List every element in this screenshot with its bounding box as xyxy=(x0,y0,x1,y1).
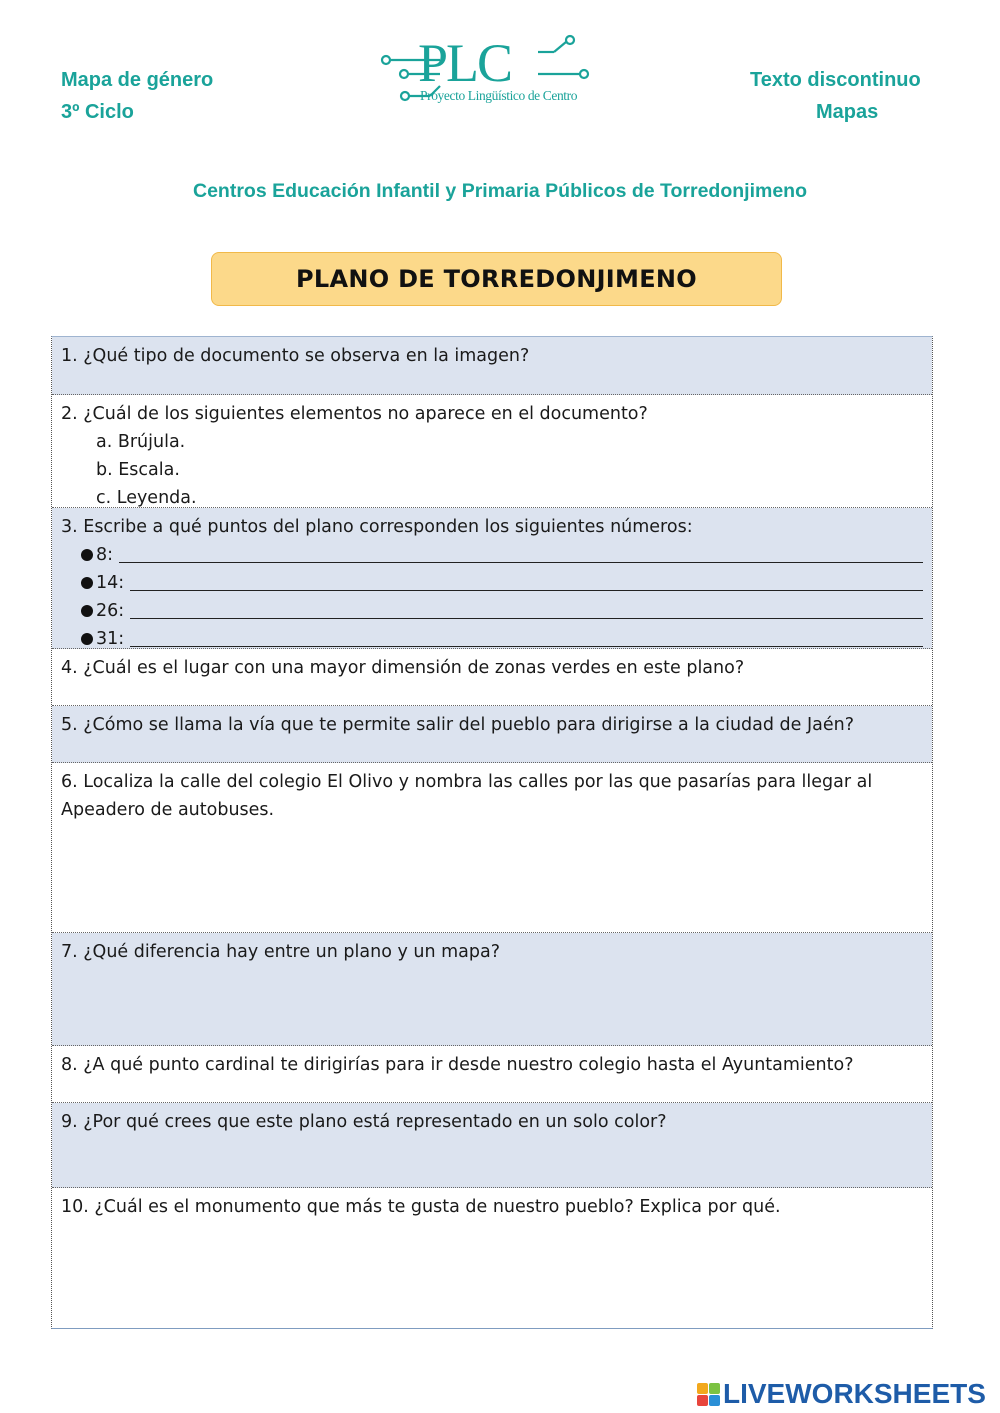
liveworksheets-logo[interactable] xyxy=(697,1379,986,1409)
question-row-3[interactable] xyxy=(52,508,932,649)
schools-subtitle: Centros Educación Infantil y Primaria Públicos de Torredonjimeno xyxy=(192,180,807,202)
question-row-9[interactable] xyxy=(52,1103,932,1188)
item-label: 14: xyxy=(96,573,125,593)
answer-blank[interactable] xyxy=(119,562,923,563)
bullet-icon xyxy=(81,577,93,589)
question-row-5[interactable] xyxy=(52,706,932,763)
answer-line-8[interactable] xyxy=(61,541,923,569)
question-row-7[interactable] xyxy=(52,933,932,1046)
question-text: 7. ¿Qué diferencia hay entre un plano y un mapa? xyxy=(61,942,501,962)
item-label: 26: xyxy=(96,601,125,621)
question-text: 1. ¿Qué tipo de documento se observa en la imagen? xyxy=(61,346,530,366)
bullet-icon xyxy=(81,605,93,617)
question-row-8[interactable] xyxy=(52,1046,932,1103)
answer-blank[interactable] xyxy=(130,590,923,591)
liveworksheets-grid-icon xyxy=(697,1383,720,1406)
question-row-4[interactable] xyxy=(52,649,932,706)
answer-line-14[interactable] xyxy=(61,569,923,597)
question-text: 10. ¿Cuál es el monumento que más te gusta de nuestro pueblo? Explica por qué. xyxy=(61,1197,781,1217)
question-text: 8. ¿A qué punto cardinal te dirigirías para ir desde nuestro colegio hasta el Ayuntamiento? xyxy=(61,1055,854,1075)
answer-blank[interactable] xyxy=(130,646,923,647)
question-row-1[interactable] xyxy=(52,337,932,395)
question-row-10[interactable] xyxy=(52,1188,932,1328)
question-text: 9. ¿Por qué crees que este plano está representado en un solo color? xyxy=(61,1112,667,1132)
question-row-2[interactable] xyxy=(52,395,932,508)
plc-logo xyxy=(378,30,608,112)
liveworksheets-brand: LIVEWORKSHEETS xyxy=(723,1378,986,1409)
question-text: 6. Localiza la calle del colegio El Olivo y nombra las calles por las que pasarías para llegar al Apeadero de autobuses. xyxy=(61,772,873,820)
header-text-type-label: Texto discontinuo xyxy=(750,69,921,91)
bullet-icon xyxy=(81,549,93,561)
question-text: 4. ¿Cuál es el lugar con una mayor dimensión de zonas verdes en este plano? xyxy=(61,658,745,678)
question-text: 3. Escribe a qué puntos del plano corresponden los siguientes números: xyxy=(61,517,693,537)
bullet-icon xyxy=(81,633,93,645)
option-b: b. Escala. xyxy=(96,460,180,480)
option-a: a. Brújula. xyxy=(96,432,186,452)
header-genre-label: Mapa de género xyxy=(61,69,214,91)
logo-subtitle: Proyecto Lingüístico de Centro xyxy=(420,88,578,103)
question-row-6[interactable] xyxy=(52,763,932,933)
header-topic-label: Mapas xyxy=(816,101,879,123)
item-label: 8: xyxy=(96,545,114,565)
question-text: 5. ¿Cómo se llama la vía que te permite salir del pueblo para dirigirse a la ciudad de Jaén? xyxy=(61,715,855,735)
page-title: PLANO DE TORREDONJIMENO xyxy=(295,265,698,293)
item-label: 31: xyxy=(96,629,125,649)
questions-table xyxy=(51,336,933,1329)
logo-wordmark: PLC xyxy=(418,33,512,93)
header-cycle-label: 3º Ciclo xyxy=(61,101,134,123)
answer-blank[interactable] xyxy=(130,618,923,619)
answer-line-26[interactable] xyxy=(61,597,923,625)
option-c: c. Leyenda. xyxy=(96,488,197,508)
question-text: 2. ¿Cuál de los siguientes elementos no aparece en el documento? xyxy=(61,404,648,424)
title-banner xyxy=(211,252,782,306)
